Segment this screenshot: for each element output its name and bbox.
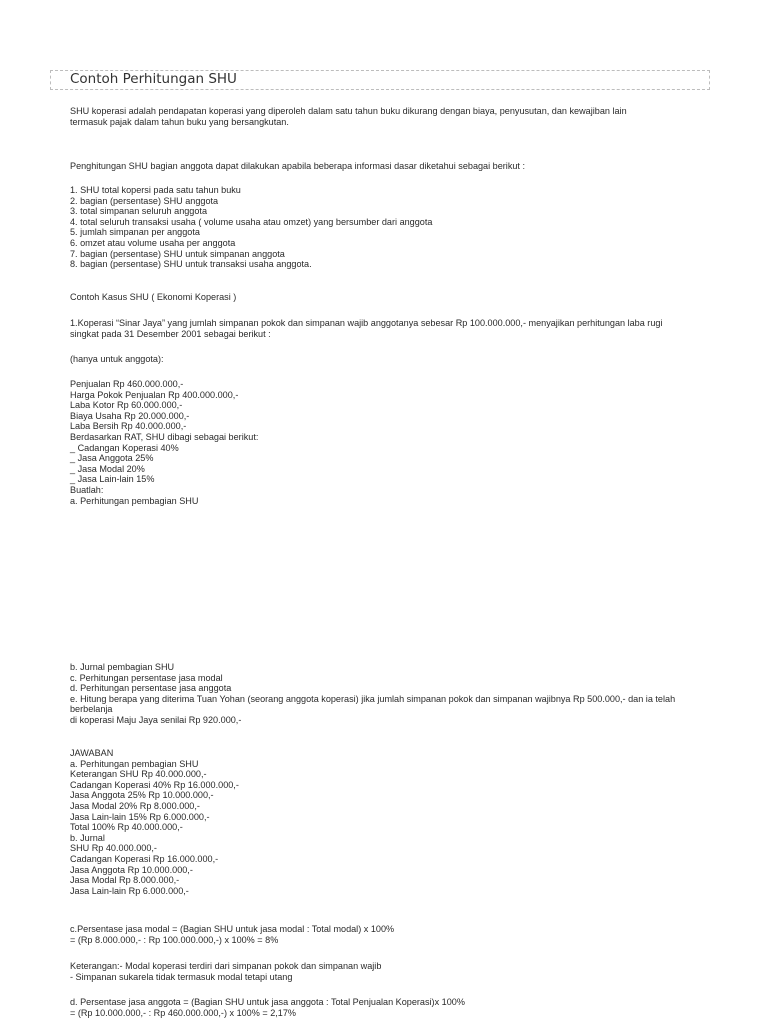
answer-line: JAWABAN: [70, 748, 114, 758]
calc-line: c.Persentase jasa modal = (Bagian SHU untuk jasa modal : Total modal) x 100%: [70, 924, 395, 934]
financial-line: Laba Bersih Rp 40.000.000,-: [70, 421, 187, 432]
answer-line: Total 100% Rp 40.000.000,-: [70, 822, 183, 833]
answer-line: Keterangan SHU Rp 40.000.000,-: [70, 769, 207, 780]
answer-line: Cadangan Koperasi Rp 16.000.000,-: [70, 853, 219, 864]
financial-line: _ Jasa Lain-lain 15%: [70, 474, 155, 485]
financial-line: a. Perhitungan pembagian SHU: [70, 495, 199, 506]
page-title: Contoh Perhitungan SHU: [70, 71, 237, 87]
task-line: c. Perhitungan persentase jasa modal: [70, 672, 223, 683]
answer-line: Jasa Anggota 25% Rp 10.000.000,-: [70, 790, 214, 801]
task-line: d. Perhitungan persentase jasa anggota: [70, 683, 232, 694]
case-heading-text: Contoh Kasus SHU ( Ekonomi Koperasi ): [70, 292, 237, 302]
answer-line: Cadangan Koperasi 40% Rp 16.000.000,-: [70, 779, 239, 790]
task-line: di koperasi Maju Jaya senilai Rp 920.000,-: [70, 714, 242, 725]
calc-line: = (Rp 10.000.000,- : Rp 460.000.000,-) x 100% = 2,17%: [70, 1007, 296, 1018]
members-only-text: (hanya untuk anggota):: [70, 354, 164, 364]
answer-line: Jasa Lain-lain 15% Rp 6.000.000,-: [70, 811, 210, 822]
financial-line: Buatlah:: [70, 484, 104, 495]
list-item: 5. jumlah simpanan per anggota: [70, 227, 200, 238]
title-box: [50, 70, 710, 90]
info-list: [70, 185, 710, 270]
calc-line: = (Rp 8.000.000,- : Rp 100.000.000,-) x 100% = 8%: [70, 934, 279, 945]
info-heading: [70, 161, 710, 172]
case-intro-line: singkat pada 31 Desember 2001 sebagai berikut :: [70, 328, 271, 339]
answer-line: SHU Rp 40.000.000,-: [70, 843, 157, 854]
financial-line: Biaya Usaha Rp 20.000.000,-: [70, 410, 190, 421]
task-line: berbelanja: [70, 704, 113, 715]
modal-calc: [70, 924, 710, 945]
list-item: 2. bagian (persentase) SHU anggota: [70, 195, 219, 206]
task-line: e. Hitung berapa yang diterima Tuan Yohan (seorang anggota koperasi) jika jumlah simpanan pokok dan simpanan wajibnya Rp 500.000,- dan ia telah: [70, 693, 676, 704]
case-heading: [70, 292, 710, 303]
answer-line: Jasa Anggota Rp 10.000.000,-: [70, 864, 193, 875]
tasks: [70, 662, 710, 726]
answer-line: b. Jurnal: [70, 832, 105, 843]
task-line: b. Jurnal pembagian SHU: [70, 662, 175, 672]
answers: [70, 748, 710, 896]
financial-line: Berdasarkan RAT, SHU dibagi sebagai berikut:: [70, 431, 259, 442]
info-heading-text: Penghitungan SHU bagian anggota dapat dilakukan apabila beberapa informasi dasar diketahui sebagai berikut :: [70, 161, 526, 171]
intro-line: termasuk pajak dalam tahun buku yang bersangkutan.: [70, 116, 289, 127]
list-item: 7. bagian (persentase) SHU untuk simpanan anggota: [70, 248, 285, 259]
financial-line: Penjualan Rp 460.000.000,-: [70, 379, 184, 389]
financial-line: Harga Pokok Penjualan Rp 400.000.000,-: [70, 389, 239, 400]
list-item: 4. total seluruh transaksi usaha ( volume usaha atau omzet) yang bersumber dari anggota: [70, 216, 433, 227]
list-item: 1. SHU total kopersi pada satu tahun buku: [70, 185, 241, 195]
anggota-calc: [70, 997, 710, 1018]
calc-line: d. Persentase jasa anggota = (Bagian SHU untuk jasa anggota : Total Penjualan Koperasi)x 100%: [70, 997, 465, 1007]
list-item: 8. bagian (persentase) SHU untuk transaksi usaha anggota.: [70, 259, 312, 270]
case-intro: [70, 318, 710, 339]
intro-paragraph: [70, 106, 710, 127]
financial-line: _ Jasa Anggota 25%: [70, 453, 154, 464]
financial-line: _ Cadangan Koperasi 40%: [70, 442, 179, 453]
answer-line: a. Perhitungan pembagian SHU: [70, 758, 199, 769]
financial-line: Laba Kotor Rp 60.000.000,-: [70, 400, 183, 411]
intro-line: SHU koperasi adalah pendapatan koperasi yang diperoleh dalam satu tahun buku dikurang dengan biaya, penyusutan, dan kewajiban lain: [70, 106, 627, 116]
list-item: 3. total simpanan seluruh anggota: [70, 206, 208, 217]
members-only: [70, 354, 710, 365]
note-line: Keterangan:- Modal koperasi terdiri dari simpanan pokok dan simpanan wajib: [70, 961, 382, 971]
case-intro-line: 1.Koperasi “Sinar Jaya” yang jumlah simpanan pokok dan simpanan wajib anggotanya sebesar Rp 100.000.000,- menyajikan perhitungan laba rugi: [70, 318, 663, 328]
note-line: - Simpanan sukarela tidak termasuk modal tetapi utang: [70, 971, 293, 982]
list-item: 6. omzet atau volume usaha per anggota: [70, 237, 236, 248]
financial-line: _ Jasa Modal 20%: [70, 463, 145, 474]
answer-line: Jasa Lain-lain Rp 6.000.000,-: [70, 885, 189, 896]
answer-line: Jasa Modal 20% Rp 8.000.000,-: [70, 800, 200, 811]
answer-line: Jasa Modal Rp 8.000.000,-: [70, 875, 180, 886]
financials: [70, 379, 710, 506]
note: [70, 961, 710, 982]
